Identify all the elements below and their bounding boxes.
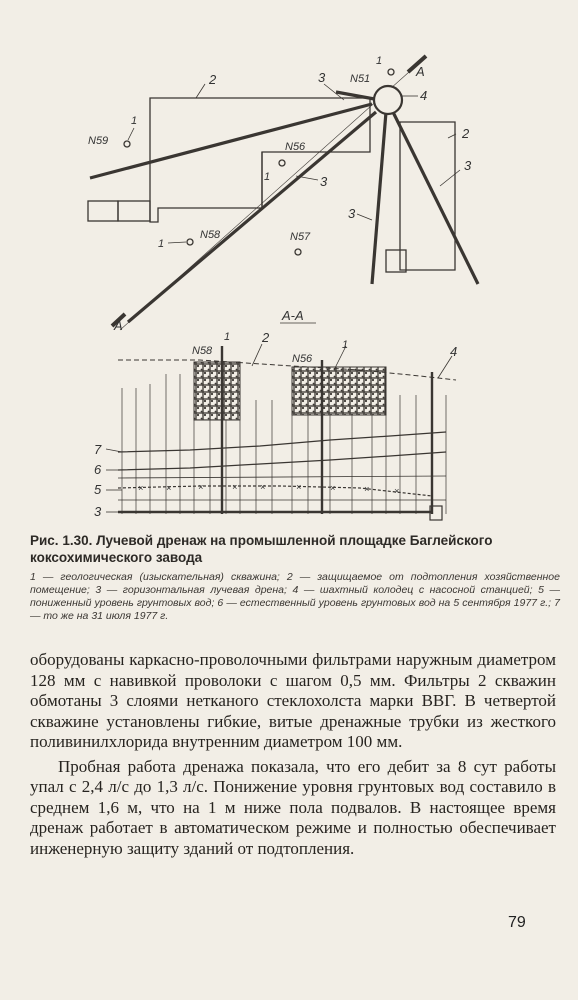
annex-left-2 xyxy=(118,201,150,221)
svg-text:×: × xyxy=(166,483,172,493)
section-label-5: 5 xyxy=(94,482,102,497)
plan-label-3-right: 3 xyxy=(464,158,472,173)
section-building-left xyxy=(194,362,240,420)
section-label-well-58: N58 xyxy=(192,345,213,357)
figure-legend: 1 — геологическая (изыскательная) скважина; 2 — защищаемое от подтопления хозяйственное помещение; 3 — горизонтальная лучевая дрена; 4 — шахтный колодец с насосной станцией; 5 — пониженный уровень грунтовых вод; 6 — естественный уровень грунтовых вод на 5 сентября 1977 г.; 7 — то же на 31 июля 1977 г. xyxy=(30,571,560,622)
paragraph-2: Пробная работа дренажа показала, что его дебит за 8 сут работы упал с 2,4 л/с до 1,3 л/с. Понижение уровня грунтовых вод составило в среднем 1,6 м, что на 1 м ниже пола подвалов. В настоящее время дренаж работает в автоматическом режиме и полностью обеспечивает инженерную защиту зданий от подтопления. xyxy=(30,756,556,858)
plan-label-3-mid: 3 xyxy=(320,174,328,189)
plan-view xyxy=(88,55,478,333)
annex-left-1 xyxy=(88,201,118,221)
well-57-marker xyxy=(295,249,301,255)
level-7-line xyxy=(118,432,446,452)
body-text xyxy=(30,650,556,859)
well-59-marker xyxy=(124,141,130,147)
well-51-marker xyxy=(388,69,394,75)
plan-label-section-a-top: A xyxy=(416,64,425,79)
paragraph-1: оборудованы каркасно-проволочными фильтрами наружным диаметром 128 мм с навивкой проволоки с шагом 0,5 мм. Фильтры 2 скважин обмотаны 3 слоями нетканого стеклохолста марки ВВГ. В четвертой скважине установлены гибкие, витые дренажные трубки из жесткого поливинилхлорида внутренним диаметром 100 мм. xyxy=(30,650,556,751)
section-label-3: 3 xyxy=(94,504,102,519)
section-label-4: 4 xyxy=(450,344,458,359)
section-label-1-left: 1 xyxy=(224,331,231,343)
plan-leaders xyxy=(128,84,460,243)
plan-label-4: 4 xyxy=(420,88,428,103)
annex-right xyxy=(386,250,406,272)
drain-south xyxy=(372,112,386,284)
plan-label-2-right: 2 xyxy=(462,126,470,141)
shaft-well-circle xyxy=(374,86,402,114)
section-label-2: 2 xyxy=(262,330,270,345)
svg-text:×: × xyxy=(364,484,370,494)
svg-text:×: × xyxy=(260,482,266,492)
plan-label-well-58: N58 xyxy=(200,229,221,241)
plan-label-3-top: 3 xyxy=(318,70,326,85)
plan-label-1-top: 1 xyxy=(376,55,383,67)
section-building-right xyxy=(292,367,386,415)
plan-label-2-top: 2 xyxy=(209,72,217,87)
plan-label-1-well-59: 1 xyxy=(131,115,138,127)
section-label-6: 6 xyxy=(94,462,102,477)
well-56-marker xyxy=(279,160,285,166)
section-title: А-А xyxy=(282,308,304,323)
plan-label-well-59: N59 xyxy=(88,135,109,147)
level-6-line xyxy=(118,452,446,470)
section-label-1-right: 1 xyxy=(342,339,349,351)
page-number: 79 xyxy=(508,914,526,931)
section-view xyxy=(94,308,457,520)
svg-text:×: × xyxy=(232,482,238,492)
plan-label-well-57: N57 xyxy=(290,231,311,243)
plan-label-1-well-56: 1 xyxy=(264,171,271,183)
figure-caption-title: Рис. 1.30. Лучевой дренаж на промышленной площадке Баглейского коксохимического завода xyxy=(30,533,493,565)
section-label-well-56: N56 xyxy=(292,353,313,365)
svg-text:×: × xyxy=(330,483,336,493)
level-5-marks xyxy=(138,482,399,496)
plan-label-well-51: N51 xyxy=(350,73,371,85)
section-label-7: 7 xyxy=(94,442,102,457)
plan-label-3-bottom: 3 xyxy=(348,206,356,221)
plan-label-well-56: N56 xyxy=(285,141,306,153)
ground-surface xyxy=(118,360,456,380)
svg-text:×: × xyxy=(138,483,144,493)
building-left-outline xyxy=(150,98,370,222)
svg-text:×: × xyxy=(296,482,302,492)
drain-southwest xyxy=(128,112,376,322)
plan-label-section-a-bottom: A xyxy=(114,318,123,333)
well-58-marker xyxy=(187,239,193,245)
svg-text:×: × xyxy=(394,486,400,496)
plan-label-1-well-58: 1 xyxy=(158,238,165,250)
radial-drains xyxy=(90,92,478,322)
svg-text:×: × xyxy=(198,482,204,492)
